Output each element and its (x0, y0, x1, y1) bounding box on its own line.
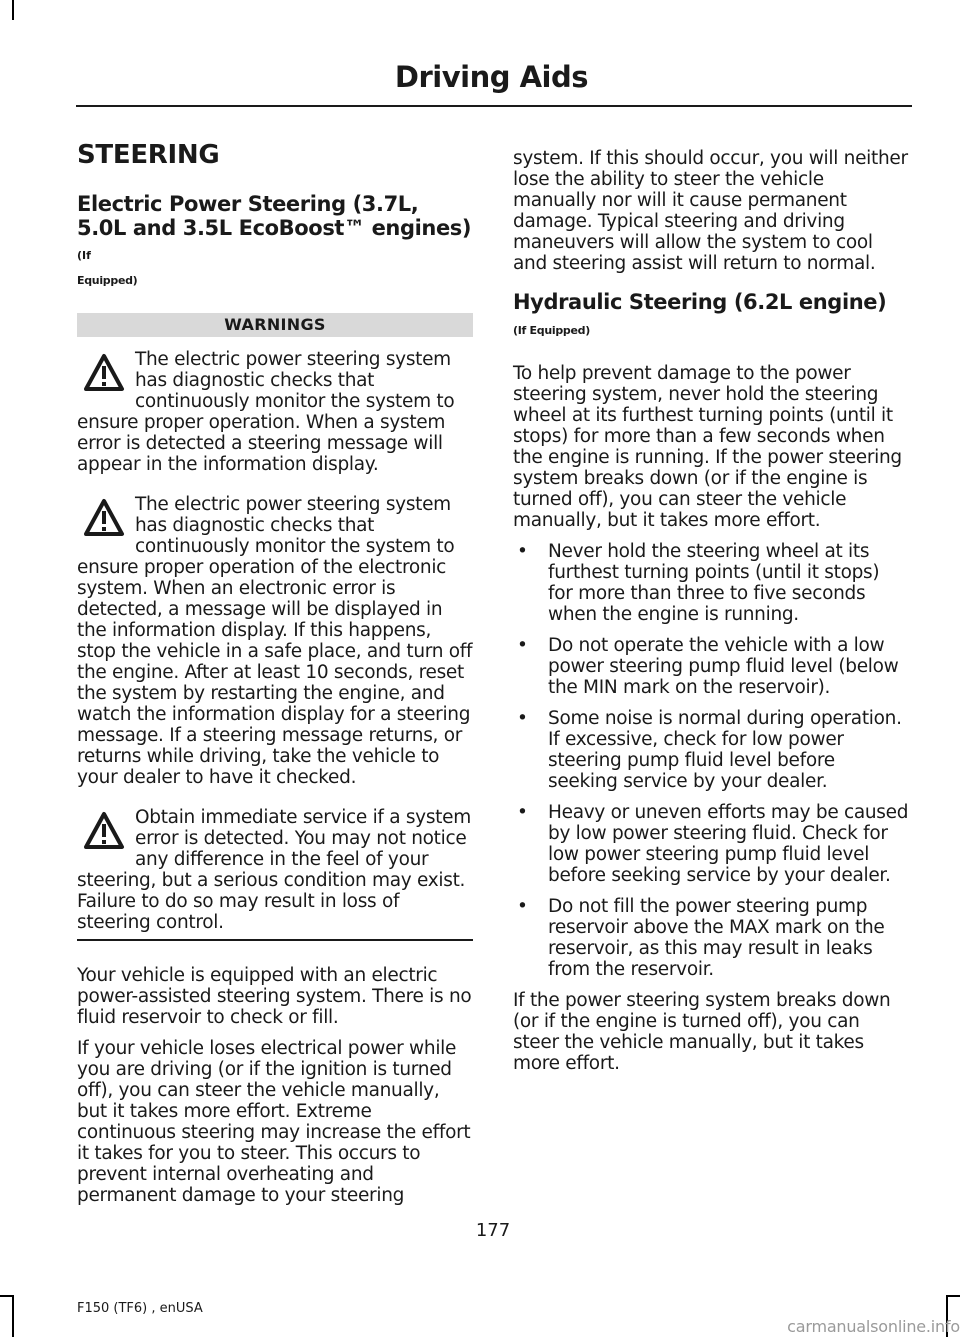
page-number: 177 (475, 1220, 511, 1241)
list-item-text: Do not fill the power steering pump reservoir above the MAX mark on the reservoir, as this may result in leaks from the reservoir. (548, 896, 885, 980)
crop-mark (12, 1295, 14, 1337)
warning-text-rest: ensure proper operation of the electronic system. When an electronic error is detected, a message will be displayed in the information display. If this happens, stop the vehicle in a safe place, and turn off the engine. After at least 10 seconds, reset the system by restarting the engine, and watch the information display for a steering message. If a steering message returns, or returns while driving, take the vehicle to your dealer to have it checked. (77, 557, 473, 788)
bullet: • (517, 635, 528, 656)
warnings-header: WARNINGS (77, 313, 473, 337)
warning-text-first: The electric power steering system has diagnostic checks that continuously monitor the system to (135, 349, 455, 412)
bullet: • (517, 541, 528, 562)
warning-text-first: The electric power steering system has diagnostic checks that continuously monitor the system to (135, 494, 455, 557)
warning-text-rest: ensure proper operation. When a system error is detected a steering message will appear in the information display. (77, 412, 446, 475)
page-heading: STEERING (77, 140, 220, 170)
section-heading-tag: (If (77, 249, 91, 262)
paragraph: system. If this should occur, you will neither lose the ability to steer the vehicle manually nor will it cause permanent damage. Typical steering and driving maneuvers will allow the system to cool and steering assist will return to normal. (513, 148, 908, 274)
warning-text-first: Obtain immediate service if a system error is detected. You may not notice any difference in the feel of your (135, 807, 471, 870)
paragraph: If your vehicle loses electrical power while you are driving (or if the ignition is turned off), you can steer the vehicle manually, but it takes more effort. Extreme continuous steering may increase the effort it takes for you to steer. This occurs to prevent internal overheating and permanent damage to your steering (77, 1038, 471, 1206)
list-item (513, 635, 909, 698)
warning-triangle-icon (83, 353, 125, 393)
list-item-text: Heavy or uneven efforts may be caused by low power steering fluid. Check for low power steering pump fluid level before seeking service by your dealer. (548, 802, 909, 886)
bullet-list (513, 541, 909, 980)
section-heading-text: Electric Power Steering (3.7L, 5.0L and 3.5L EcoBoost™ engines) (77, 192, 472, 240)
warning-item (77, 349, 473, 475)
warning-item (77, 807, 473, 933)
list-item-text: Do not operate the vehicle with a low power steering pump fluid level (below the MIN mark on the reservoir). (548, 635, 899, 698)
section-heading: Hydraulic Steering (6.2L engine) (513, 290, 887, 314)
header-divider (76, 105, 912, 107)
warnings-end-divider (77, 939, 473, 941)
list-item (513, 708, 909, 792)
bullet: • (517, 896, 528, 917)
paragraph: If the power steering system breaks down (or if the engine is turned off), you can steer the vehicle manually, but it takes more effort. (513, 990, 891, 1074)
section-heading (77, 192, 473, 268)
warning-item (77, 494, 473, 788)
warning-triangle-icon (83, 811, 125, 851)
list-item (513, 802, 909, 886)
list-item (513, 541, 909, 625)
warning-triangle-icon (83, 498, 125, 538)
section-heading-tag-continued: Equipped) (77, 274, 138, 287)
left-column (77, 140, 473, 1216)
right-column (513, 148, 909, 1084)
crop-mark (0, 1295, 14, 1297)
section-heading-tag: (If Equipped) (513, 324, 590, 337)
document-code: F150 (TF6) , enUSA (77, 1301, 203, 1316)
section-title: Driving Aids (394, 60, 588, 94)
bullet: • (517, 802, 528, 823)
list-item-text: Some noise is normal during operation. If excessive, check for low power steering pump fluid level before seeking service by your dealer. (548, 708, 902, 792)
crop-mark (946, 1295, 960, 1297)
paragraph: Your vehicle is equipped with an electric power-assisted steering system. There is no fluid reservoir to check or fill. (77, 965, 472, 1028)
watermark: carmanualsonline.info (787, 1317, 960, 1336)
crop-mark (12, 0, 14, 20)
paragraph: To help prevent damage to the power steering system, never hold the steering wheel at its furthest turning points (until it stops) for more than a few seconds when the engine is running. If the power steering system breaks down (or if the engine is turned off), you can steer the vehicle manually, but it takes more effort. (513, 363, 902, 531)
list-item-text: Never hold the steering wheel at its furthest turning points (until it stops) for more than three to five seconds when the engine is running. (548, 541, 880, 625)
bullet: • (517, 708, 528, 729)
list-item (513, 896, 909, 980)
warning-text-rest: steering, but a serious condition may exist. Failure to do so may result in loss of steering control. (77, 870, 466, 933)
